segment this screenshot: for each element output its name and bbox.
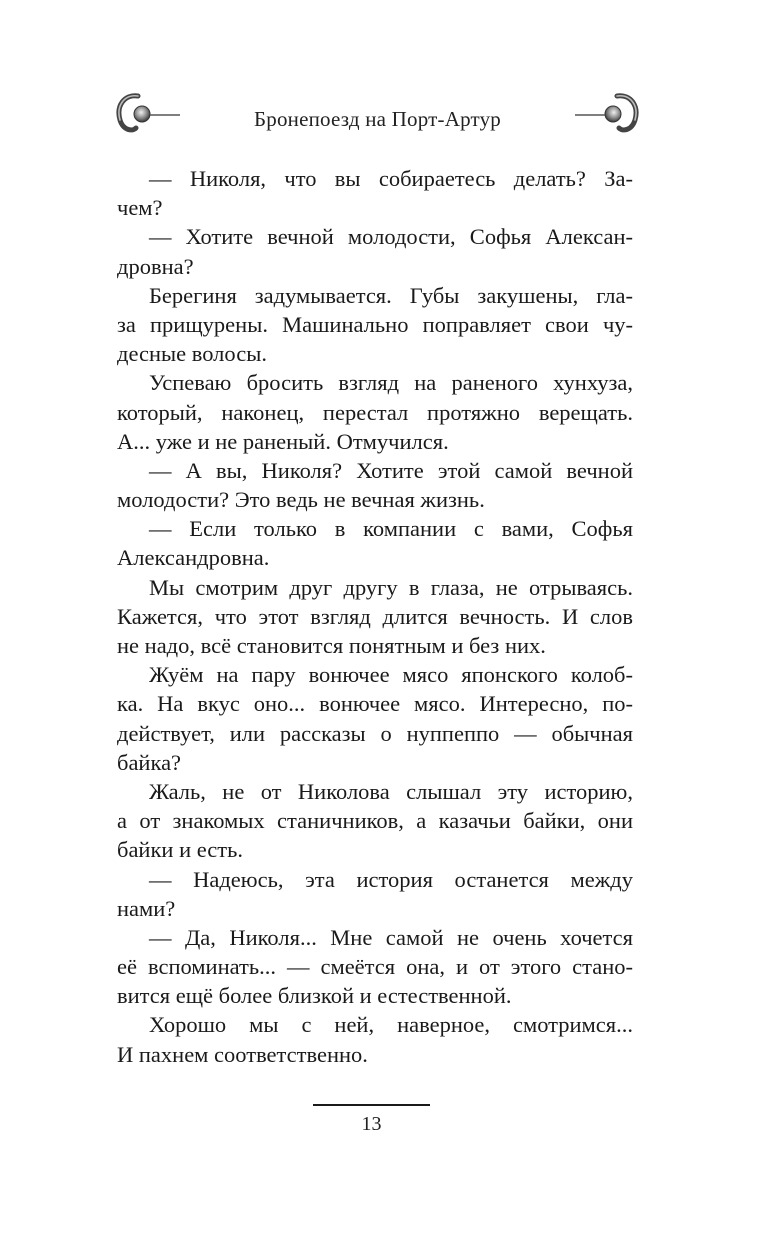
text-line: — Хотите вечной молодости, Софья Алексан- bbox=[149, 224, 633, 250]
text-line: Жаль, не от Николова слышал эту историю, bbox=[149, 778, 633, 804]
page-body bbox=[117, 164, 633, 1069]
text-line: молодости? Это ведь не вечная жизнь. bbox=[117, 487, 485, 513]
text-line: Кажется, что этот взгляд длится вечность. И слов bbox=[117, 603, 633, 629]
text-line: действует, или рассказы о нуппеппо — обычная bbox=[117, 720, 633, 746]
text-line: вится ещё более близкой и естественной. bbox=[117, 983, 512, 1009]
text-line: её вспоминать... — смеётся она, и от этого стано- bbox=[117, 954, 633, 980]
text-line: Жуём на пару вонючее мясо японского колоб- bbox=[149, 662, 633, 688]
text-line: ка. На вкус оно... вонючее мясо. Интересно, по- bbox=[117, 691, 633, 717]
text-line: который, наконец, перестал протяжно верещать. bbox=[117, 399, 633, 425]
text-line: Берегиня задумывается. Губы закушены, гла- bbox=[149, 282, 633, 308]
text-line: Хорошо мы с ней, наверное, смотримся... bbox=[149, 1012, 633, 1038]
page-number: 13 bbox=[361, 1113, 382, 1135]
running-title: Бронепоезд на Порт-Артур bbox=[254, 107, 501, 131]
text-line: Мы смотрим друг другу в глаза, не отрываясь. bbox=[149, 574, 633, 600]
text-line: дровна? bbox=[117, 253, 194, 279]
text-line: не надо, всё становится понятным и без них. bbox=[117, 633, 546, 658]
text-line: — А вы, Николя? Хотите этой самой вечной bbox=[149, 457, 633, 483]
text-line: Успеваю бросить взгляд на раненого хунхуза, bbox=[149, 370, 633, 396]
footer-rule bbox=[313, 1104, 430, 1106]
text-line: Александровна. bbox=[117, 545, 270, 571]
running-header bbox=[110, 88, 645, 148]
text-line: — Николя, что вы собираетесь делать? За- bbox=[149, 166, 633, 191]
text-line: А... уже и не раненый. Отмучился. bbox=[117, 428, 449, 454]
text-line: чем? bbox=[117, 195, 163, 221]
text-line: — Надеюсь, эта история останется между bbox=[149, 866, 633, 892]
text-line: а от знакомых станичников, а казачьи байки, они bbox=[117, 808, 633, 834]
text-line: — Да, Николя... Мне самой не очень хочется bbox=[149, 924, 633, 950]
text-line: байки и есть. bbox=[117, 837, 243, 863]
text-line: десные волосы. bbox=[117, 341, 267, 367]
text-line: байка? bbox=[117, 749, 182, 775]
text-line: нами? bbox=[117, 895, 176, 921]
text-line: И пахнем соответственно. bbox=[117, 1041, 368, 1067]
right-ornament-icon bbox=[575, 88, 645, 148]
text-line: — Если только в компании с вами, Софья bbox=[149, 516, 633, 542]
text-line: за прищурены. Машинально поправляет свои чу- bbox=[117, 311, 633, 337]
